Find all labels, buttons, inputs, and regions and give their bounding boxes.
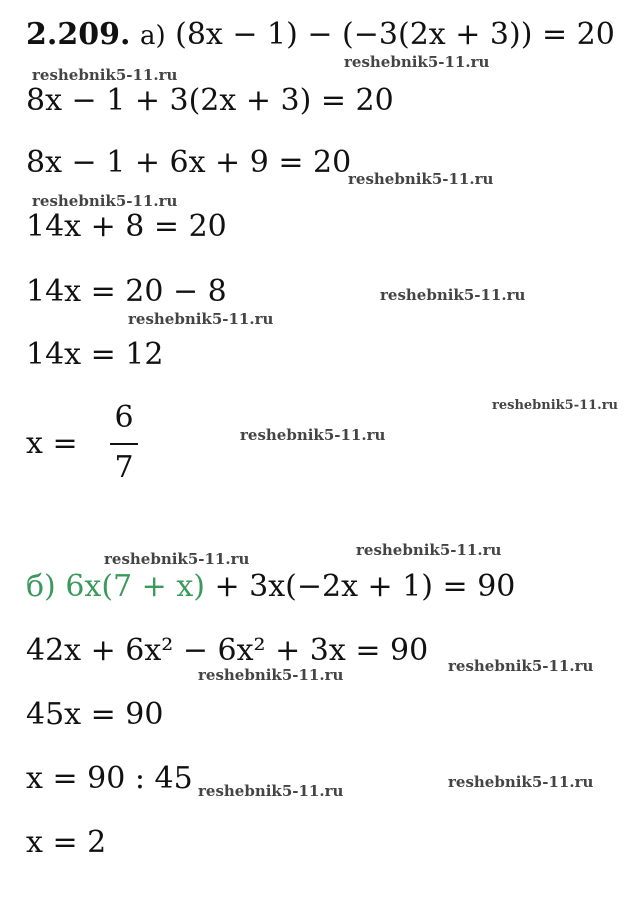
result-a-lhs: x = — [26, 426, 78, 461]
step-b2: 45x = 90 — [26, 697, 164, 732]
problem-header — [26, 18, 615, 53]
step-a4: 14x = 20 − 8 — [26, 274, 227, 309]
step-a2: 8x − 1 + 6x + 9 = 20 — [26, 145, 352, 180]
watermark: reshebnik5-11.ru — [344, 53, 490, 71]
result-a-fraction — [26, 400, 166, 490]
watermark: reshebnik5-11.ru — [104, 550, 250, 568]
watermark: reshebnik5-11.ru — [492, 398, 619, 413]
part-b-label: б) — [26, 569, 56, 604]
part-a-equation: (8x − 1) − (−3(2x + 3)) = 20 — [175, 17, 615, 52]
part-b-eq-start: 6x(7 + x) — [65, 569, 205, 604]
watermark: reshebnik5-11.ru — [448, 773, 594, 791]
fraction-denominator: 7 — [114, 450, 134, 485]
problem-number: 2.209. — [26, 17, 131, 52]
fraction-numerator: 6 — [114, 400, 134, 435]
watermark: reshebnik5-11.ru — [32, 192, 178, 210]
step-a5: 14x = 12 — [26, 337, 164, 372]
watermark: reshebnik5-11.ru — [448, 657, 594, 675]
watermark: reshebnik5-11.ru — [348, 170, 494, 188]
step-b3: x = 90 : 45 — [26, 761, 193, 796]
watermark: reshebnik5-11.ru — [198, 666, 344, 684]
watermark: reshebnik5-11.ru — [128, 310, 274, 328]
step-b4: x = 2 — [26, 825, 107, 860]
step-a3: 14x + 8 = 20 — [26, 209, 227, 244]
step-b1: 42x + 6x² − 6x² + 3x = 90 — [26, 633, 429, 668]
part-a-label: а) — [139, 21, 166, 51]
watermark: reshebnik5-11.ru — [32, 66, 178, 84]
part-b-eq-rest: + 3x(−2x + 1) = 90 — [204, 569, 516, 604]
watermark: reshebnik5-11.ru — [356, 541, 502, 559]
part-b-equation — [26, 570, 515, 604]
watermark: reshebnik5-11.ru — [240, 426, 386, 444]
watermark: reshebnik5-11.ru — [198, 782, 344, 800]
fraction-bar — [110, 443, 138, 445]
watermark: reshebnik5-11.ru — [380, 286, 526, 304]
step-a1: 8x − 1 + 3(2x + 3) = 20 — [26, 83, 394, 118]
